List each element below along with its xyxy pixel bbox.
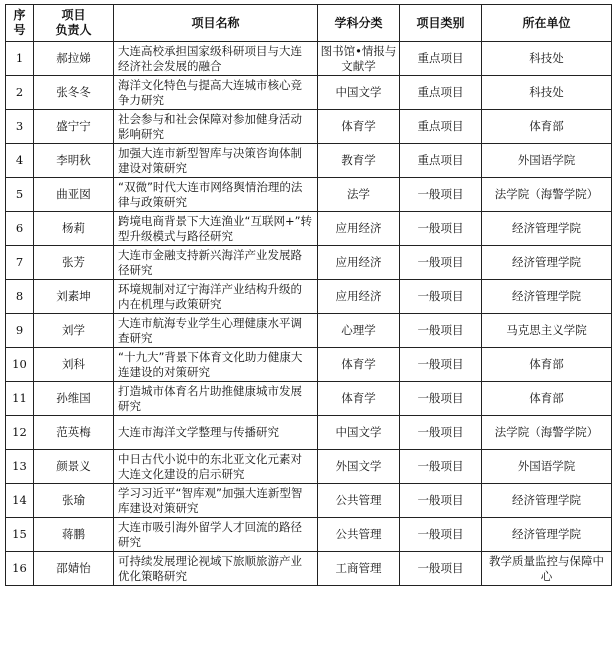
table-row [6, 450, 612, 484]
cell-discipline: 应用经济 [318, 280, 400, 314]
cell-discipline: 中国文学 [318, 76, 400, 110]
table-row [6, 382, 612, 416]
header-category: 项目类别 [400, 5, 482, 42]
cell-project-name: 大连市吸引海外留学人才回流的路径研究 [114, 518, 318, 552]
cell-project-name: 大连市金融支持新兴海洋产业发展路径研究 [114, 246, 318, 280]
cell-project-name: 大连高校承担国家级科研项目与大连经济社会发展的融合 [114, 42, 318, 76]
cell-leader: 曲亚囡 [34, 178, 114, 212]
cell-category: 一般项目 [400, 212, 482, 246]
cell-discipline: 体育学 [318, 110, 400, 144]
cell-category: 一般项目 [400, 178, 482, 212]
cell-index: 13 [6, 450, 34, 484]
cell-discipline: 心理学 [318, 314, 400, 348]
cell-project-name: 海洋文化特色与提高大连城市核心竞争力研究 [114, 76, 318, 110]
cell-leader: 张芳 [34, 246, 114, 280]
cell-unit: 体育部 [482, 348, 612, 382]
table-body [6, 42, 612, 586]
cell-unit: 经济管理学院 [482, 212, 612, 246]
cell-category: 一般项目 [400, 246, 482, 280]
cell-project-name: 中日古代小说中的东北亚文化元素对大连文化建设的启示研究 [114, 450, 318, 484]
table-row [6, 416, 612, 450]
cell-discipline: 公共管理 [318, 484, 400, 518]
cell-unit: 经济管理学院 [482, 246, 612, 280]
cell-discipline: 教育学 [318, 144, 400, 178]
cell-leader: 张冬冬 [34, 76, 114, 110]
table-row [6, 518, 612, 552]
cell-category: 一般项目 [400, 382, 482, 416]
cell-index: 12 [6, 416, 34, 450]
table-row [6, 552, 612, 586]
cell-unit: 法学院（海警学院） [482, 416, 612, 450]
cell-leader: 刘学 [34, 314, 114, 348]
cell-unit: 科技处 [482, 42, 612, 76]
cell-project-name: 大连市航海专业学生心理健康水平调查研究 [114, 314, 318, 348]
cell-index: 7 [6, 246, 34, 280]
cell-discipline: 体育学 [318, 348, 400, 382]
cell-unit: 马克思主义学院 [482, 314, 612, 348]
cell-category: 重点项目 [400, 42, 482, 76]
cell-leader: 杨莉 [34, 212, 114, 246]
cell-index: 1 [6, 42, 34, 76]
cell-index: 9 [6, 314, 34, 348]
cell-discipline: 应用经济 [318, 246, 400, 280]
cell-project-name: 打造城市体育名片助推健康城市发展研究 [114, 382, 318, 416]
cell-unit: 法学院（海警学院） [482, 178, 612, 212]
cell-index: 16 [6, 552, 34, 586]
table-row [6, 484, 612, 518]
cell-unit: 外国语学院 [482, 450, 612, 484]
table-row [6, 280, 612, 314]
table-row [6, 42, 612, 76]
cell-project-name: 可持续发展理论视域下旅顺旅游产业优化策略研究 [114, 552, 318, 586]
cell-leader: 张瑜 [34, 484, 114, 518]
cell-project-name: 社会参与和社会保障对参加健身活动影响研究 [114, 110, 318, 144]
cell-category: 一般项目 [400, 518, 482, 552]
cell-project-name: 学习习近平“智库观”加强大连新型智库建设对策研究 [114, 484, 318, 518]
cell-category: 一般项目 [400, 314, 482, 348]
header-discipline: 学科分类 [318, 5, 400, 42]
cell-leader: 郝拉娣 [34, 42, 114, 76]
cell-project-name: 跨境电商背景下大连渔业“互联网+”转型升级模式与路径研究 [114, 212, 318, 246]
cell-category: 一般项目 [400, 552, 482, 586]
cell-leader: 颜景义 [34, 450, 114, 484]
cell-unit: 经济管理学院 [482, 518, 612, 552]
cell-leader: 盛宁宁 [34, 110, 114, 144]
cell-discipline: 体育学 [318, 382, 400, 416]
cell-index: 4 [6, 144, 34, 178]
cell-index: 3 [6, 110, 34, 144]
cell-category: 一般项目 [400, 280, 482, 314]
cell-leader: 蒋鹏 [34, 518, 114, 552]
header-project-name: 项目名称 [114, 5, 318, 42]
table-row [6, 246, 612, 280]
table-row [6, 76, 612, 110]
cell-index: 15 [6, 518, 34, 552]
cell-leader: 范英梅 [34, 416, 114, 450]
cell-index: 14 [6, 484, 34, 518]
cell-unit: 外国语学院 [482, 144, 612, 178]
cell-project-name: “双微”时代大连市网络舆情治理的法律与政策研究 [114, 178, 318, 212]
cell-category: 一般项目 [400, 348, 482, 382]
cell-category: 重点项目 [400, 76, 482, 110]
cell-discipline: 外国文学 [318, 450, 400, 484]
cell-category: 一般项目 [400, 484, 482, 518]
header-leader: 项目 负责人 [34, 5, 114, 42]
cell-project-name: “十九大”背景下体育文化助力健康大连建设的对策研究 [114, 348, 318, 382]
table-row [6, 110, 612, 144]
cell-discipline: 中国文学 [318, 416, 400, 450]
cell-index: 5 [6, 178, 34, 212]
table-row [6, 212, 612, 246]
cell-leader: 李明秋 [34, 144, 114, 178]
cell-discipline: 图书馆•情报与文献学 [318, 42, 400, 76]
cell-unit: 教学质量监控与保障中心 [482, 552, 612, 586]
cell-discipline: 应用经济 [318, 212, 400, 246]
cell-leader: 刘科 [34, 348, 114, 382]
cell-unit: 体育部 [482, 110, 612, 144]
header-unit: 所在单位 [482, 5, 612, 42]
cell-discipline: 工商管理 [318, 552, 400, 586]
cell-index: 8 [6, 280, 34, 314]
cell-index: 10 [6, 348, 34, 382]
cell-unit: 经济管理学院 [482, 484, 612, 518]
cell-unit: 科技处 [482, 76, 612, 110]
cell-leader: 孙维国 [34, 382, 114, 416]
table-row [6, 348, 612, 382]
cell-discipline: 公共管理 [318, 518, 400, 552]
table-row [6, 144, 612, 178]
table-row [6, 178, 612, 212]
cell-project-name: 加强大连市新型智库与决策咨询体制建设对策研究 [114, 144, 318, 178]
cell-category: 重点项目 [400, 110, 482, 144]
cell-index: 6 [6, 212, 34, 246]
cell-unit: 体育部 [482, 382, 612, 416]
project-table [5, 4, 612, 586]
cell-leader: 邵婧怡 [34, 552, 114, 586]
cell-index: 2 [6, 76, 34, 110]
table-row [6, 314, 612, 348]
cell-leader: 刘素坤 [34, 280, 114, 314]
cell-category: 重点项目 [400, 144, 482, 178]
header-index: 序 号 [6, 5, 34, 42]
header-row [6, 5, 612, 42]
cell-unit: 经济管理学院 [482, 280, 612, 314]
cell-project-name: 大连市海洋文学整理与传播研究 [114, 416, 318, 450]
cell-category: 一般项目 [400, 450, 482, 484]
cell-discipline: 法学 [318, 178, 400, 212]
cell-category: 一般项目 [400, 416, 482, 450]
cell-index: 11 [6, 382, 34, 416]
cell-project-name: 环境规制对辽宁海洋产业结构升级的内在机理与政策研究 [114, 280, 318, 314]
